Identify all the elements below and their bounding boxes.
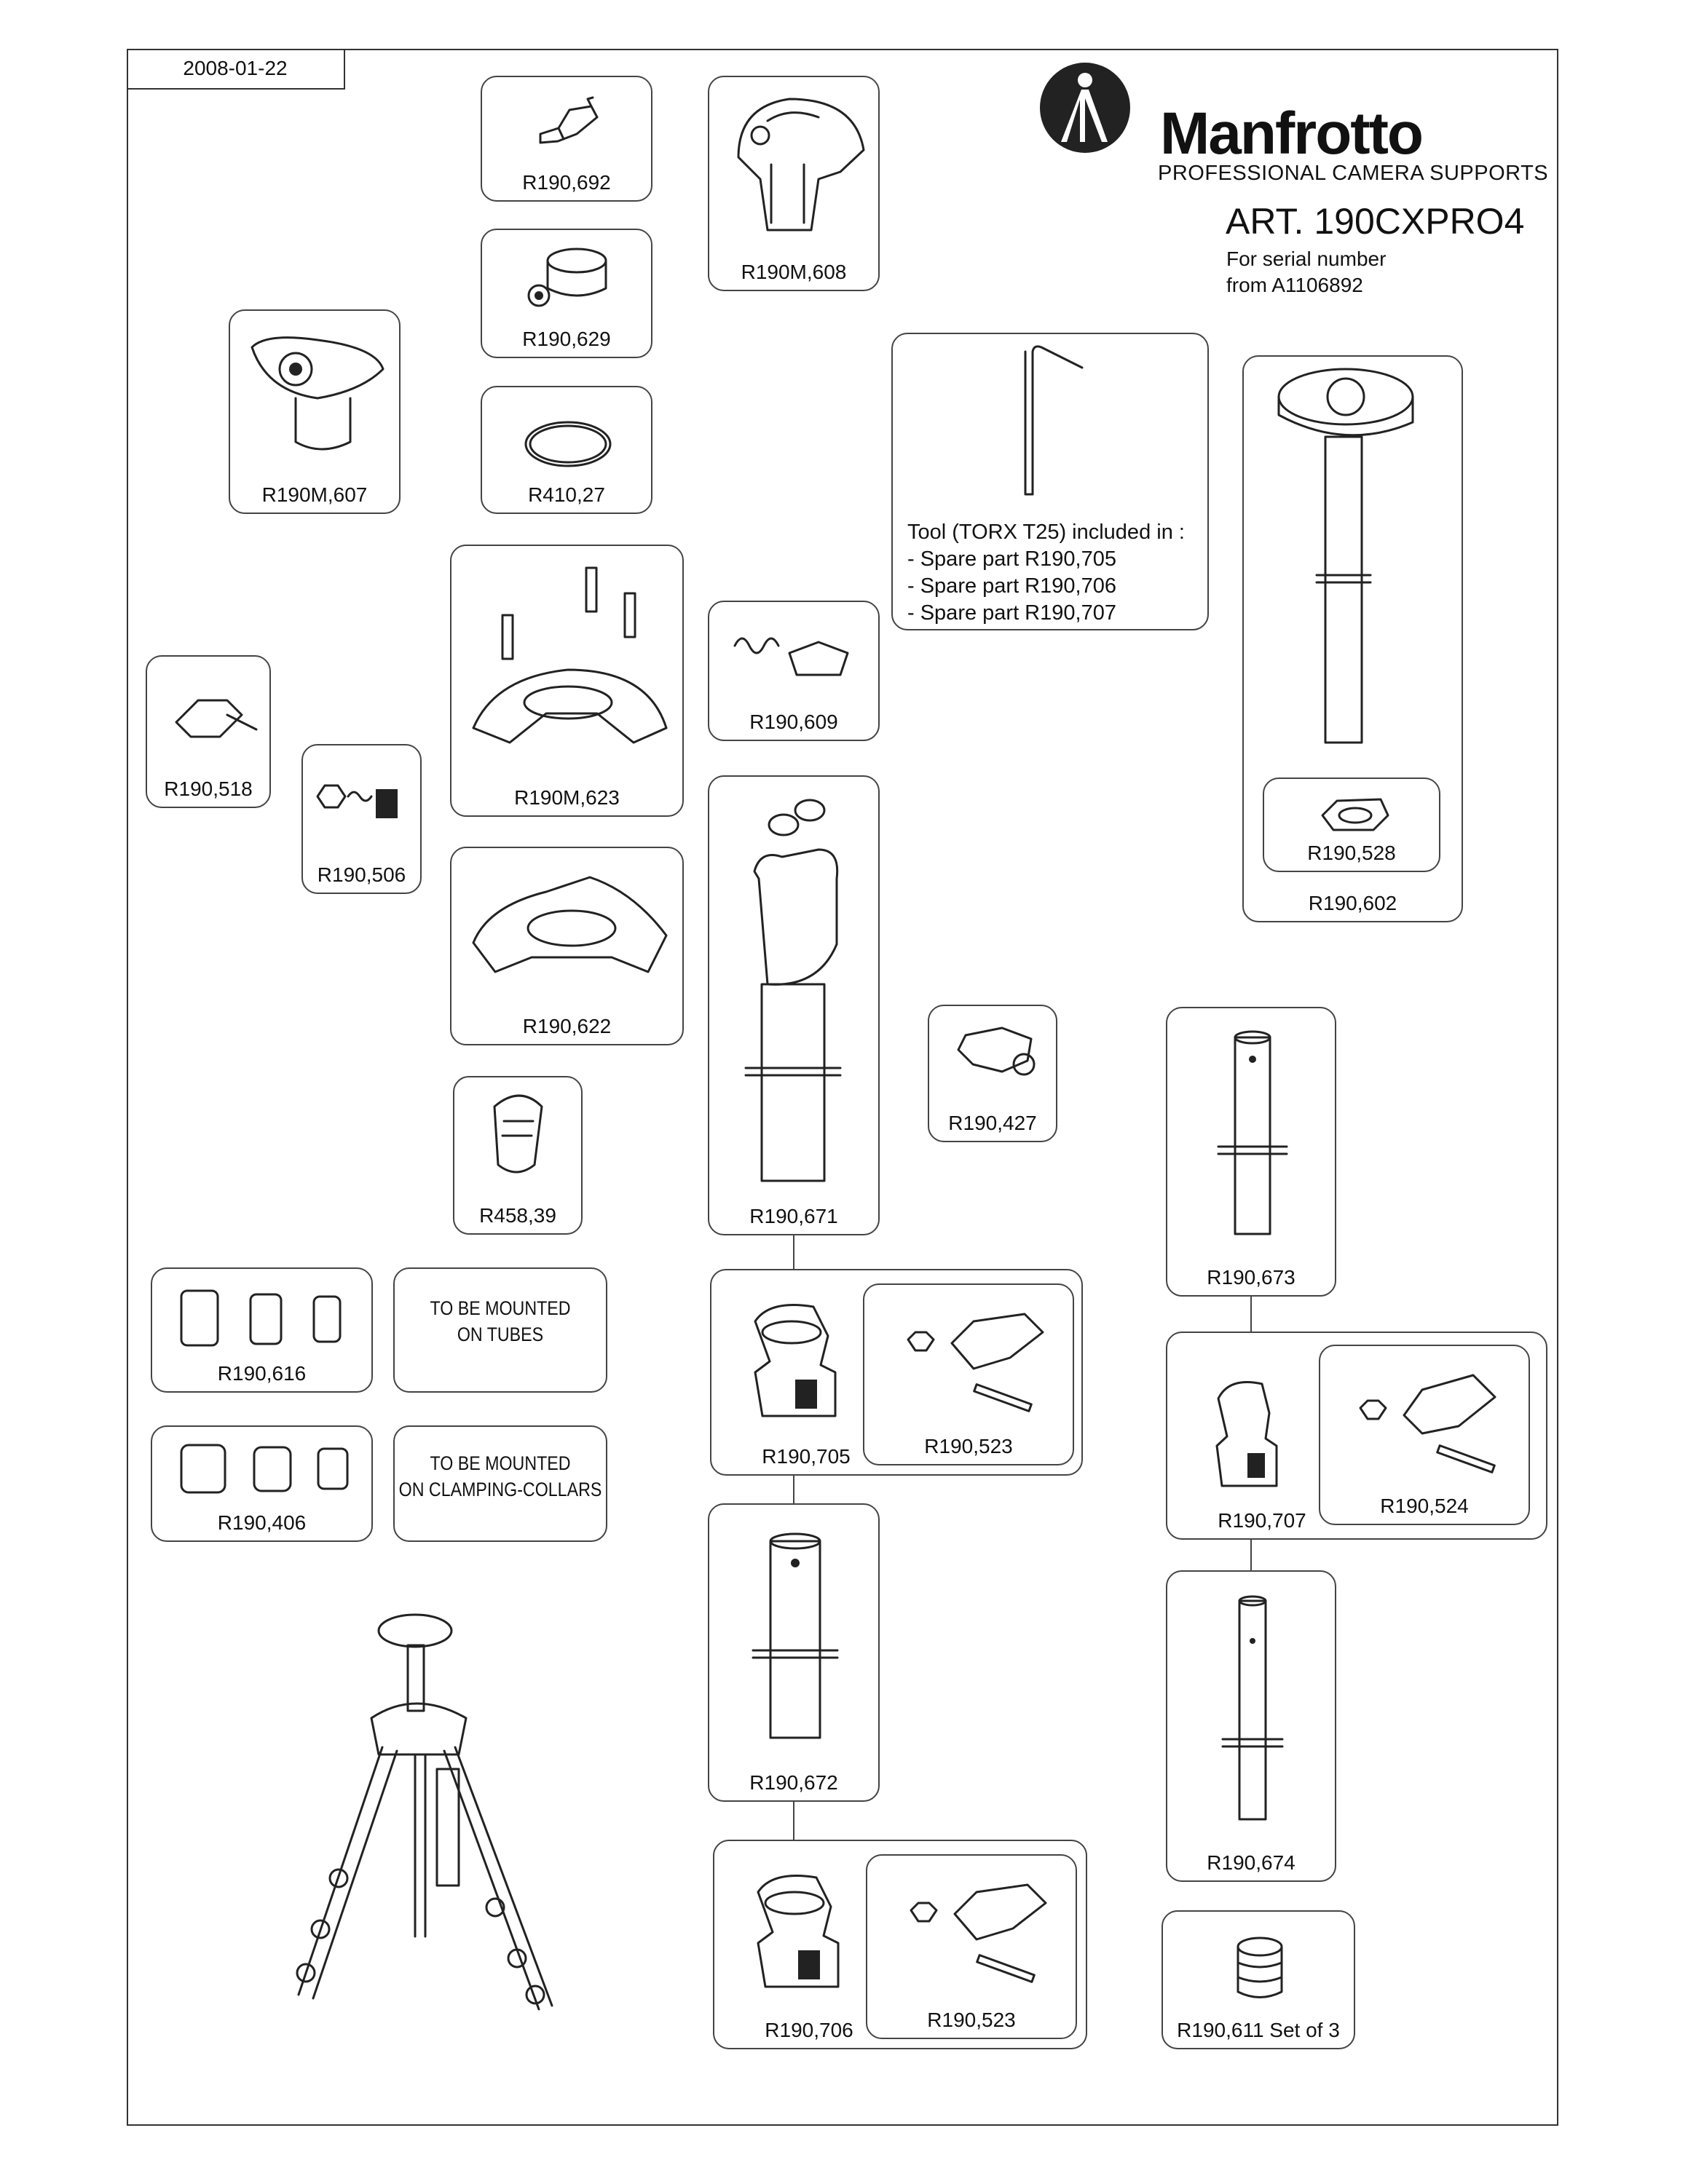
- part-label: R190M,623: [514, 786, 620, 809]
- tool-note-line-3: - Spare part R190,706: [907, 574, 1116, 598]
- part-r190-705: [710, 1269, 1083, 1476]
- part-r190-616: [151, 1267, 373, 1393]
- part-r410-27: [481, 386, 652, 514]
- tool-note-box: [891, 333, 1209, 630]
- part-label: R190,406: [217, 1511, 307, 1534]
- screw-lever-icon: [867, 1856, 1078, 1994]
- part-r190-611: [1162, 1910, 1355, 2049]
- part-r190-706: [713, 1840, 1087, 2049]
- lever-spring-icon: [709, 602, 881, 697]
- rubber-foot-icon: [1163, 1912, 1357, 2014]
- part-label: R190,506: [317, 863, 406, 886]
- part-label: R190,629: [522, 328, 611, 350]
- brand-tagline: PROFESSIONAL CAMERA SUPPORTS: [1158, 162, 1549, 185]
- part-r190-518: [146, 655, 271, 808]
- part-label: R190,611 Set of 3: [1177, 2019, 1340, 2041]
- knob-icon: [147, 657, 272, 766]
- part-r190-523-a: [863, 1283, 1074, 1465]
- leg-tube-section-icon: [709, 1505, 881, 1760]
- part-label: R190M,607: [261, 483, 368, 506]
- part-r190-427: [928, 1005, 1057, 1142]
- screw-lever-icon: [1320, 1346, 1531, 1484]
- part-label: R190,671: [749, 1205, 838, 1227]
- part-r190-673: [1166, 1007, 1336, 1297]
- note-line-1: TO BE MOUNTED: [430, 1452, 571, 1474]
- leg-lock-icon: [736, 1863, 860, 2001]
- serial-info: [1226, 246, 1386, 298]
- part-label: R190,609: [749, 711, 838, 733]
- part-r190-524: [1319, 1345, 1530, 1525]
- part-r190-609: [708, 601, 880, 741]
- collar-bushings-icon: [152, 1427, 374, 1507]
- manfrotto-logo-icon: [1038, 60, 1132, 155]
- leg-lock-icon: [733, 1292, 857, 1431]
- tool-note-line-1: Tool (TORX T25) included in :: [907, 521, 1185, 544]
- part-r190-692: [481, 76, 652, 202]
- part-label: R190,692: [522, 171, 611, 194]
- brand-name: Manfrotto: [1160, 100, 1423, 167]
- date-box: [127, 49, 345, 90]
- part-r458-39: [453, 1076, 583, 1235]
- tool-note-line-4: - Spare part R190,707: [907, 601, 1116, 625]
- lever-casting-icon: [230, 311, 402, 471]
- note-text: [409, 1295, 591, 1348]
- leg-spider-icon: [451, 546, 685, 779]
- note-line-2: ON TUBES: [457, 1324, 544, 1345]
- leg-tube-section-icon: [1167, 1572, 1338, 1834]
- connector-line: [793, 1476, 794, 1503]
- note-mounted-on-tubes: [393, 1267, 607, 1393]
- note-mounted-on-collars: [393, 1425, 607, 1542]
- serial-line-1: For serial number: [1226, 248, 1387, 270]
- tripod-overview-icon: [204, 1602, 641, 2053]
- part-r190-622: [450, 847, 684, 1045]
- clip-icon: [482, 77, 654, 165]
- tool-note-line-2: - Spare part R190,705: [907, 547, 1116, 571]
- screw-lever-icon: [864, 1285, 1076, 1423]
- part-label: R190,427: [948, 1112, 1037, 1134]
- connector-line: [793, 1235, 794, 1269]
- part-r190-523-b: [866, 1854, 1077, 2039]
- note-line-2: ON CLAMPING-COLLARS: [398, 1479, 602, 1500]
- part-label: R190,674: [1207, 1851, 1295, 1874]
- leg-tube-with-hinge-icon: [709, 777, 881, 1192]
- part-label: R190M,608: [741, 261, 847, 283]
- part-r190-671: [708, 775, 880, 1235]
- connector-line: [1250, 1540, 1252, 1570]
- part-label: R190,523: [927, 2009, 1016, 2031]
- part-r190m-623: [450, 545, 684, 817]
- part-label: R190,622: [522, 1015, 612, 1037]
- hook-ring-icon: [1264, 779, 1442, 837]
- leg-tube-section-icon: [1167, 1008, 1338, 1249]
- note-line-1: TO BE MOUNTED: [430, 1297, 571, 1319]
- leg-lock-icon: [1196, 1369, 1291, 1500]
- part-label: R458,39: [479, 1204, 556, 1227]
- tool-note-text: [907, 519, 1185, 627]
- part-label: R190,707: [1218, 1509, 1306, 1532]
- foot-icon: [454, 1077, 584, 1194]
- leg-spider-casting-icon: [451, 848, 685, 1001]
- part-r190m-607: [229, 309, 401, 514]
- part-label: R410,27: [528, 483, 605, 506]
- part-label: R190,518: [164, 778, 253, 800]
- part-r190-674: [1166, 1570, 1336, 1882]
- part-label: R190,524: [1380, 1495, 1469, 1517]
- torx-key-icon: [893, 334, 1210, 509]
- part-r190-506: [301, 744, 422, 894]
- serial-line-2: from A1106892: [1226, 274, 1363, 296]
- tube-bushings-icon: [152, 1269, 374, 1356]
- connector-line: [793, 1802, 794, 1840]
- part-label: R190,705: [762, 1445, 851, 1468]
- part-label: R190,523: [924, 1435, 1013, 1457]
- part-label: R190,706: [765, 2019, 853, 2041]
- part-r190-707: [1166, 1332, 1547, 1540]
- o-ring-icon: [482, 387, 654, 475]
- center-column-icon: [1244, 357, 1464, 764]
- part-r190m-608: [708, 76, 880, 291]
- part-label: R190,602: [1308, 892, 1397, 914]
- nut-spring-icon: [303, 745, 423, 847]
- part-r190-406: [151, 1425, 373, 1542]
- connector-line: [1250, 1297, 1252, 1332]
- date-label: 2008-01-22: [183, 57, 288, 79]
- part-label: R190,673: [1207, 1266, 1295, 1289]
- article-number: ART. 190CXPRO4: [1226, 201, 1525, 242]
- part-label: R190,528: [1307, 842, 1396, 864]
- part-r190-629: [481, 229, 652, 358]
- part-r190-528: [1263, 778, 1440, 872]
- top-casting-icon: [709, 77, 881, 252]
- part-r190-602: [1242, 355, 1463, 922]
- part-label: R190,616: [217, 1362, 307, 1385]
- collar-ring-icon: [482, 230, 654, 317]
- collar-clamp-icon: [929, 1006, 1059, 1093]
- part-label: R190,672: [749, 1771, 838, 1794]
- note-text: [397, 1450, 604, 1503]
- part-r190-672: [708, 1503, 880, 1802]
